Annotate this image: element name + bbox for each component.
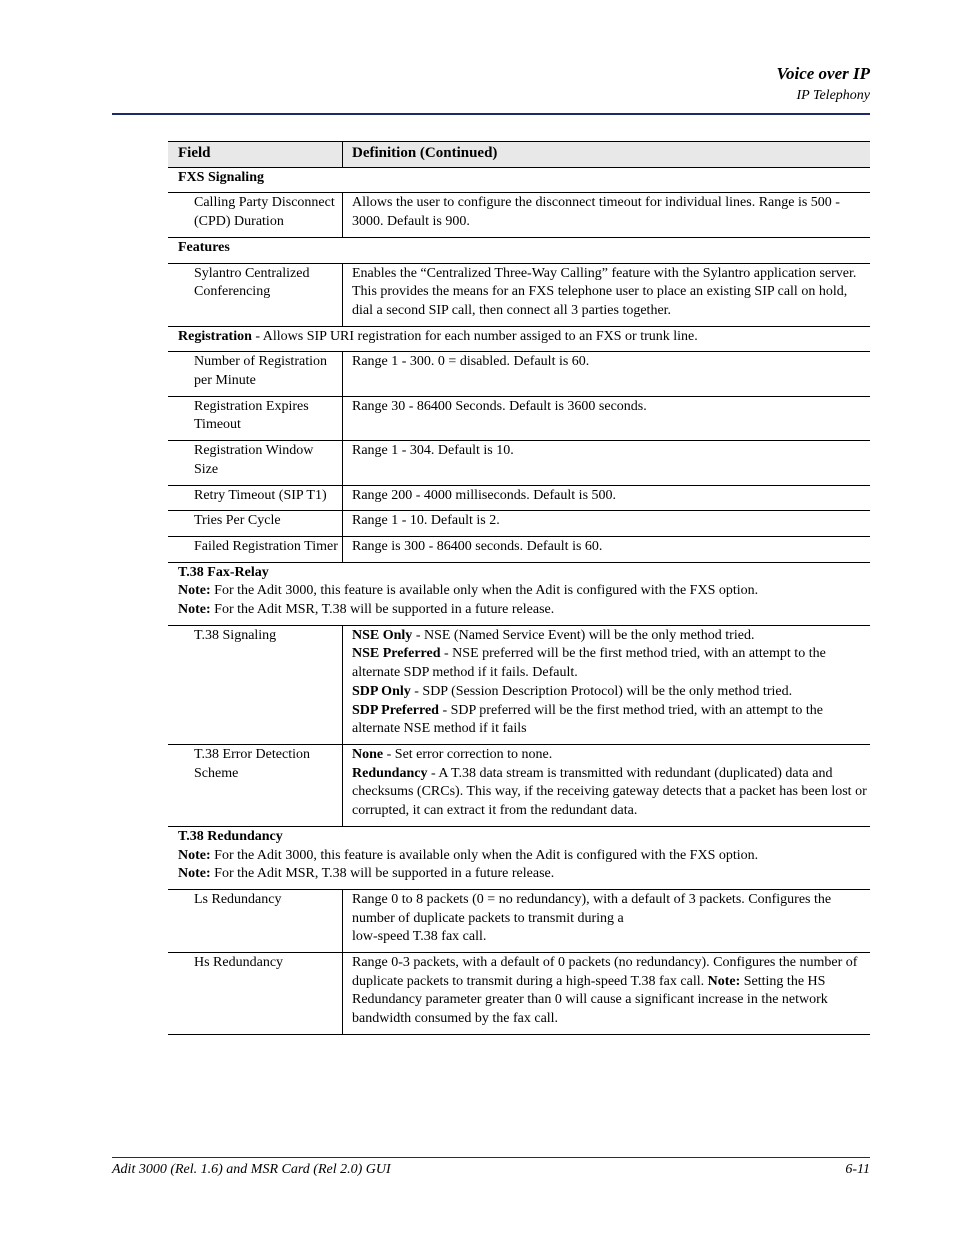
note-text: For the Adit MSR, T.38 will be supported in a future release. — [210, 602, 555, 618]
option-text: - NSE (Named Service Event) will be the only method tried. — [412, 627, 755, 643]
table-row — [168, 953, 870, 1035]
note-label: Note: — [178, 847, 211, 863]
page-number: 6-11 — [845, 1162, 870, 1177]
note-label: Note: — [178, 866, 211, 882]
option-text: - A T.38 data stream is transmitted with redundant (duplicated) data and checksums (CRCs). This way, if the receiving gateway detects that a packet has been lost or corrupted, it can extract it from the redundant data. — [352, 765, 867, 819]
field-cell: Failed Registration Timer — [168, 537, 343, 562]
option-text: - NSE preferred will be the first method tried, with an attempt to the alternate SDP method if it fails. Default. — [352, 646, 826, 681]
header-rule — [112, 113, 870, 115]
field-cell: Calling Party Disconnect (CPD) Duration — [168, 193, 343, 236]
option-label: NSE Preferred — [352, 646, 441, 662]
field-cell: Registration Expires Timeout — [168, 397, 343, 440]
table-header — [168, 141, 870, 168]
section-features — [168, 238, 870, 264]
definition-cell: Range 30 - 86400 Seconds. Default is 3600 seconds. — [352, 398, 647, 414]
section-title: T.38 Redundancy — [178, 828, 283, 844]
footer-doc-title: Adit 3000 (Rel. 1.6) and MSR Card (Rel 2.0) GUI — [112, 1162, 391, 1177]
note-line — [178, 847, 866, 866]
option-label: SDP Only — [352, 683, 411, 699]
col-field-header: Field — [168, 142, 343, 167]
field-cell: Number of Registration per Minute — [168, 352, 343, 395]
definition-text: low-speed T.38 fax call. — [352, 929, 487, 945]
field-cell: Hs Redundancy — [168, 953, 343, 1034]
definition-cell — [343, 953, 870, 1034]
section-t38-redundancy — [168, 827, 870, 890]
option-line — [352, 746, 868, 765]
option-line — [352, 683, 868, 702]
option-label: None — [352, 746, 384, 762]
section-title: T.38 Fax-Relay — [178, 564, 269, 580]
table-row — [168, 441, 870, 485]
table-row — [168, 264, 870, 327]
table-row — [168, 626, 870, 745]
definition-text: Range 0 to 8 packets (0 = no redundancy), with a default of 3 packets. Configures the number of duplicate packets to transmit during a — [352, 891, 832, 926]
definition-cell: Range 1 - 304. Default is 10. — [352, 443, 514, 459]
footer-rule — [112, 1157, 870, 1158]
note-label: Note: — [178, 602, 211, 618]
col-definition-header: Definition (Continued) — [352, 145, 498, 161]
note-line — [178, 582, 866, 601]
definition-text: Range 0-3 packets, with a default of 0 packets (no redundancy). Configures the number of duplicate packets to transmit during a high-speed T.38 fax call. — [352, 955, 858, 989]
option-line — [352, 627, 868, 646]
note-text: For the Adit 3000, this feature is available only when the Adit is configured with the FXS option. — [210, 847, 759, 863]
definition-table — [168, 141, 870, 1035]
option-text: - Set error correction to none. — [383, 746, 553, 762]
definition-cell — [343, 745, 870, 826]
note-text: For the Adit 3000, this feature is available only when the Adit is configured with the FXS option. — [210, 583, 759, 599]
definition-cell — [343, 626, 870, 744]
definition-cell: Range 200 - 4000 milliseconds. Default is 500. — [352, 487, 617, 503]
field-cell: Sylantro Centralized Conferencing — [168, 264, 343, 326]
note-label: Note: — [178, 583, 211, 599]
definition-cell: Range 1 - 10. Default is 2. — [352, 513, 500, 529]
note-label: Note: — [707, 973, 741, 989]
table-row — [168, 511, 870, 537]
section-description: - Allows SIP URI registration for each number assiged to an FXS or trunk line. — [251, 328, 698, 344]
section-fxs-signaling — [168, 168, 870, 194]
page-subtitle: IP Telephony — [796, 88, 870, 103]
section-registration — [168, 327, 870, 353]
field-cell: T.38 Error Detection Scheme — [168, 745, 343, 826]
table-row — [168, 890, 870, 953]
table-row — [168, 486, 870, 512]
field-cell: Ls Redundancy — [168, 890, 343, 952]
definition-cell: Enables the “Centralized Three-Way Calling” feature with the Sylantro application server. This provides the means for an FXS telephone user to place an existing SIP call on hold, dial a second SIP call, then connect all 3 parties together. — [352, 265, 857, 318]
note-text: For the Adit MSR, T.38 will be supported in a future release. — [210, 866, 555, 882]
option-label: SDP Preferred — [352, 702, 439, 718]
definition-cell — [343, 890, 870, 952]
table-row — [168, 193, 870, 237]
field-cell: Tries Per Cycle — [168, 511, 343, 536]
definition-cell: Range is 300 - 86400 seconds. Default is 60. — [352, 538, 603, 554]
option-line — [352, 765, 868, 821]
option-text: - SDP preferred will be the first method tried, with an attempt to the alternate NSE method if it fails — [352, 702, 823, 737]
table-row — [168, 352, 870, 396]
option-label: NSE Only — [352, 627, 413, 643]
definition-cell: Range 1 - 300. 0 = disabled. Default is 60. — [352, 354, 590, 370]
option-line — [352, 702, 868, 739]
table-row — [168, 537, 870, 563]
section-fax-relay — [168, 563, 870, 626]
field-cell: T.38 Signaling — [168, 626, 343, 744]
option-text: - SDP (Session Description Protocol) will be the only method tried. — [410, 683, 793, 699]
note-line — [178, 601, 866, 620]
field-cell: Retry Timeout (SIP T1) — [168, 486, 343, 511]
field-cell: Registration Window Size — [168, 441, 343, 484]
definition-text: Setting the HS Redundancy parameter greater than 0 will cause a significant increase in the network bandwidth consumed by the fax call. — [352, 973, 828, 1027]
option-line — [352, 645, 868, 682]
section-title: FXS Signaling — [178, 169, 264, 185]
note-line — [178, 865, 866, 884]
section-title: Features — [178, 239, 230, 255]
table-row — [168, 397, 870, 441]
page-title: Voice over IP — [776, 64, 870, 83]
definition-cell: Allows the user to configure the disconnect timeout for individual lines. Range is 500 - 3000. Default is 900. — [352, 195, 840, 230]
option-label: Redundancy — [352, 765, 428, 781]
table-row — [168, 745, 870, 827]
section-title: Registration — [178, 328, 252, 344]
